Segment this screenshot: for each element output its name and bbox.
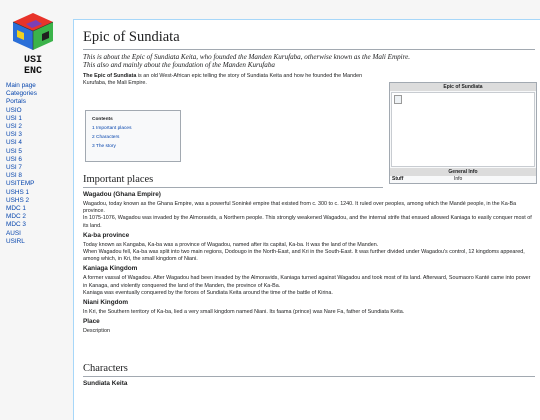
subsection-heading-kaniaga: Kaniaga Kingdom: [83, 265, 138, 273]
toc-item-important-places[interactable]: 1 Important places: [92, 126, 132, 131]
sidebar-item-usio[interactable]: USIO: [6, 106, 22, 114]
sidebar-item-ushs-2[interactable]: USHS 2: [6, 196, 30, 204]
table-of-contents: [85, 110, 181, 162]
toc-item-the-story[interactable]: 3 The story: [92, 143, 116, 149]
infobox-subheader: General Info: [390, 168, 536, 176]
svg-text:ENC: ENC: [23, 66, 43, 74]
sidebar-item-usi-7[interactable]: USI 7: [6, 164, 22, 172]
infobox-row-label: Stuff: [392, 176, 404, 182]
sidebar-item-mdc-2[interactable]: MDC 2: [6, 213, 26, 221]
paragraph-niani-1: In Kri, the Southern territory of Ka-ba, lied a very small kingdom named Niani. Its faama (prince) was Nare Fa, father of Sundiata Keita.: [83, 309, 405, 316]
hatnote: [83, 53, 535, 70]
paragraph-kaniaga-1: A former vassal of Wagadou. After Wagadou had been invaded by the Almoravids, Kaniaga turned against Wagadou and took most of its land. Afterward, Soumaoro Kanté came into power in Kanaga, and violently conquered the land of the Manden, the province of Ka-Ba.: [83, 275, 531, 289]
sidebar-item-main-page[interactable]: Main page: [6, 82, 36, 89]
sidebar-item-usi-2[interactable]: USI 2: [6, 123, 22, 131]
sidebar-navigation: [6, 82, 66, 246]
sidebar-item-usi-4[interactable]: USI 4: [6, 139, 22, 147]
paragraph-wagadou-2: In 1075-1076, Wagadou was invaded by the Almoravids, a Northern people. This strongly weakened Wagadou, and the internal strife that ensued allowed Kaniaga to easily conquer most of its land.: [83, 215, 532, 229]
paragraph-kaba-2: When Wagadou fell, Ka-ba was split into two main regions, Dodougo in the North-East, and Kri in the South-East. It was further divided under Wagadou's control, 12 kingdoms appeared, among which, in Kri, the small kingdom of Niani.: [83, 249, 525, 263]
sidebar-item-usi-6[interactable]: USI 6: [6, 155, 22, 163]
paragraph-kaniaga-2: Kaniaga was eventually conquered by the forces of Sundiata Keita around the time of the battle of Kirina.: [83, 289, 333, 296]
sidebar-item-usi-8[interactable]: USI 8: [6, 172, 22, 180]
section-heading-important-places: Important places: [83, 174, 383, 188]
hatnote-line-2: This also and mainly about the foundation of the Manden Kurufaba: [83, 61, 275, 70]
infobox: [389, 82, 537, 184]
page-title: Epic of Sundiata: [83, 28, 535, 50]
svg-text:USI: USI: [23, 55, 43, 66]
sidebar-item-usi-5[interactable]: USI 5: [6, 147, 22, 155]
subsection-heading-kaba: Ka-ba province: [83, 231, 130, 239]
sidebar-item-usi-3[interactable]: USI 3: [6, 131, 22, 139]
subsection-heading-sundiata: Sundiata Keita: [83, 380, 128, 388]
article-body: [83, 174, 535, 388]
sidebar-item-mdc-1[interactable]: MDC 1: [6, 205, 26, 213]
sidebar-item-ushs-1[interactable]: USHS 1: [6, 188, 30, 196]
section-heading-characters: Characters: [83, 363, 535, 377]
toc-item-characters[interactable]: 2 Characters: [92, 134, 120, 140]
subsection-heading-wagadou: Wagadou (Ghana Empire): [83, 191, 161, 198]
sidebar-item-categories[interactable]: Categories: [6, 90, 37, 98]
sidebar-item-usi-1[interactable]: USI 1: [6, 114, 22, 122]
lead-paragraph: [83, 73, 373, 87]
hatnote-line-1: This is about the Epic of Sundiata Keita, who founded the Manden Kurufaba, otherwise known as the Mali Empire.: [83, 53, 411, 61]
infobox-header: Epic of Sundiata: [390, 83, 536, 91]
sidebar-item-usitemp[interactable]: USITEMP: [6, 180, 35, 188]
lead-text: is an old West-African epic telling the story of Sundiata Keita and how he founded the Manden Kurufaba, the Mali Empire.: [83, 72, 363, 87]
sidebar-item-ausi[interactable]: AUSI: [6, 229, 21, 237]
sidebar-item-mdc-3[interactable]: MDC 3: [6, 221, 26, 229]
logo-cube-icon: [4, 10, 62, 74]
broken-image-icon: [394, 95, 402, 104]
sidebar-item-usirl[interactable]: USIRL: [6, 237, 25, 245]
paragraph-wagadou-1: Wagadou, today known as the Ghana Empire, was a powerful Soninké empire that existed from c. 300 to c. 1240. It ruled over peoples, among which the Mandé people, in the Ka-Ba province.: [83, 201, 517, 215]
sidebar-item-portals[interactable]: Portals: [6, 98, 26, 106]
paragraph-kaba-1: Today known as Kangaba, Ka-ba was a province of Wagadou, named after its capital, Ka-ba. It was the land of the Manden.: [83, 241, 379, 248]
lead-bold-term: The Epic of Sundiata: [83, 72, 137, 79]
site-logo[interactable]: [4, 10, 62, 74]
toc-title: Contents: [92, 117, 113, 122]
infobox-row-value: Info: [454, 176, 463, 182]
infobox-image[interactable]: [391, 92, 535, 167]
article-content: [73, 19, 540, 420]
subsection-heading-place: Place: [83, 318, 100, 326]
subsection-heading-niani: Niani Kingdom: [83, 299, 129, 307]
paragraph-place: Description: [83, 328, 110, 335]
